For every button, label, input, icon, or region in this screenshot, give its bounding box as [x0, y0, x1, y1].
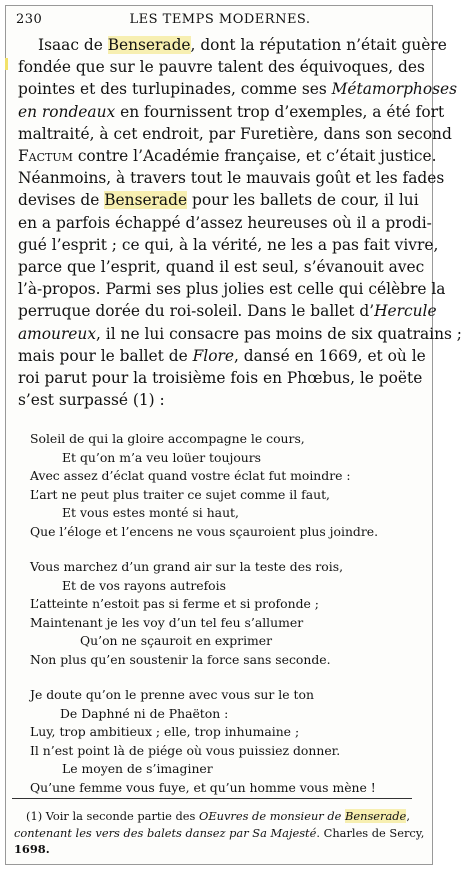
verse-line: De Daphné ni de Phaëton :: [60, 705, 229, 721]
highlight-mark: [5, 58, 8, 70]
italic-title: contenant les vers des balets dansez par Sa Majesté: [14, 825, 317, 840]
footnote-year: 1698.: [14, 842, 50, 856]
italic-title: en rondeaux: [18, 102, 116, 121]
text-line: s’est surpassé (1) :: [18, 391, 165, 410]
text-line: fondée que sur le pauvre talent des équivoques, des: [18, 58, 425, 77]
verse-line: Et vous estes monté si haut,: [62, 505, 239, 520]
italic-title: amoureux: [18, 324, 97, 343]
verse-line: Luy, trop ambitieux ; elle, trop inhumaine ;: [30, 724, 300, 739]
footnote: [14, 808, 425, 858]
verse-line: Vous marchez d’un grand air sur la teste des rois,: [30, 559, 344, 574]
highlighted-name: Benserade: [107, 36, 191, 54]
verse-line: Qu’une femme vous fuye, et qu’un homme vous mène !: [30, 779, 376, 795]
footnote-line: (1) Voir la seconde partie des OEuvres de monsieur de Benserade,: [26, 809, 410, 823]
text-line: amoureux, il ne lui consacre pas moins de six quatrains ;: [18, 324, 462, 343]
footnote-line: contenant les vers des balets dansez par Sa Majesté. Charles de Sercy,: [14, 825, 425, 840]
verse-line: Maintenant je les voy d’un tel feu s’allumer: [30, 614, 304, 630]
verse-line: Soleil de qui la gloire accompagne le cours,: [30, 431, 305, 446]
text-line: maltraité, à cet endroit, par Furetière, dans son second: [18, 124, 452, 143]
verse-line: Le moyen de s’imaginer: [62, 761, 213, 776]
highlighted-name: Benserade: [104, 191, 188, 210]
stanza: [30, 686, 420, 797]
text-line: mais pour le ballet de Flore, dansé en 1669, et où le: [18, 346, 426, 365]
verse-line: Avec assez d’éclat quand vostre éclat fut moindre :: [30, 468, 351, 483]
verse-line: L’art ne peut plus traiter ce sujet comme il faut,: [30, 486, 330, 502]
running-title: LES TEMPS MODERNES.: [129, 12, 311, 27]
verse-line: L’atteinte n’estoit pas si ferme et si profonde ;: [30, 596, 319, 611]
text-line: perruque dorée du roi-soleil. Dans le ballet d’Hercule: [18, 302, 437, 321]
footnote-rule: [12, 798, 412, 799]
verse-line: Qu’on ne sçauroit en exprimer: [80, 633, 273, 648]
footnote-line: [14, 841, 414, 858]
verse-line: Et de vos rayons autrefois: [62, 577, 226, 593]
italic-title: Flore: [192, 346, 234, 365]
body-paragraph: [18, 34, 462, 411]
stanza: [30, 558, 420, 669]
text-line: gué l’esprit ; ce qui, à la vérité, ne les a pas fait vivre,: [18, 235, 439, 254]
text-line: en a parfois échappé d’assez heureuses où il a prodi-: [18, 213, 432, 232]
text-line: pointes et des turlupinades, comme ses Métamorphoses: [18, 80, 458, 99]
text-line: roi parut pour la troisième fois en Phœbus, le poëte: [18, 369, 423, 388]
text-line: parce que l’esprit, quand il est seul, s’évanouit avec: [18, 258, 425, 277]
running-header: [16, 12, 424, 28]
page-number: 230: [16, 12, 43, 27]
poem: [30, 430, 420, 814]
text-line: Factum contre l’Académie française, et c’était justice.: [18, 147, 437, 166]
text-line: en rondeaux en fournissent trop d’exemples, a été fort: [18, 102, 445, 121]
text-line: l’à-propos. Parmi ses plus jolies est celle qui célèbre la: [18, 280, 446, 299]
verse-line: Non plus qu’en soustenir la force sans seconde.: [30, 651, 331, 667]
verse-line: Je doute qu’on le prenne avec vous sur le ton: [30, 687, 314, 702]
highlighted-name: Benserade: [345, 809, 407, 823]
verse-line: Et qu’on m’a veu loüer toujours: [62, 449, 262, 465]
stanza: [30, 430, 420, 541]
small-caps-word: Factum: [18, 147, 73, 166]
italic-title: Hercule: [374, 302, 437, 321]
text-line: Isaac de Benserade, dont la réputation n’était guère: [38, 36, 447, 54]
italic-title: OEuvres de monsieur de: [198, 809, 345, 823]
verse-line: Il n’est point là de piége où vous puissiez donner.: [30, 742, 341, 758]
text-line: devises de Benserade pour les ballets de cour, il lui: [18, 191, 419, 210]
verse-line: Que l’éloge et l’encens ne vous sçauroient plus joindre.: [30, 523, 379, 539]
italic-title: Métamorphoses: [331, 80, 458, 99]
text-line: Néanmoins, à travers tout le mauvais goût et les fades: [18, 169, 445, 188]
